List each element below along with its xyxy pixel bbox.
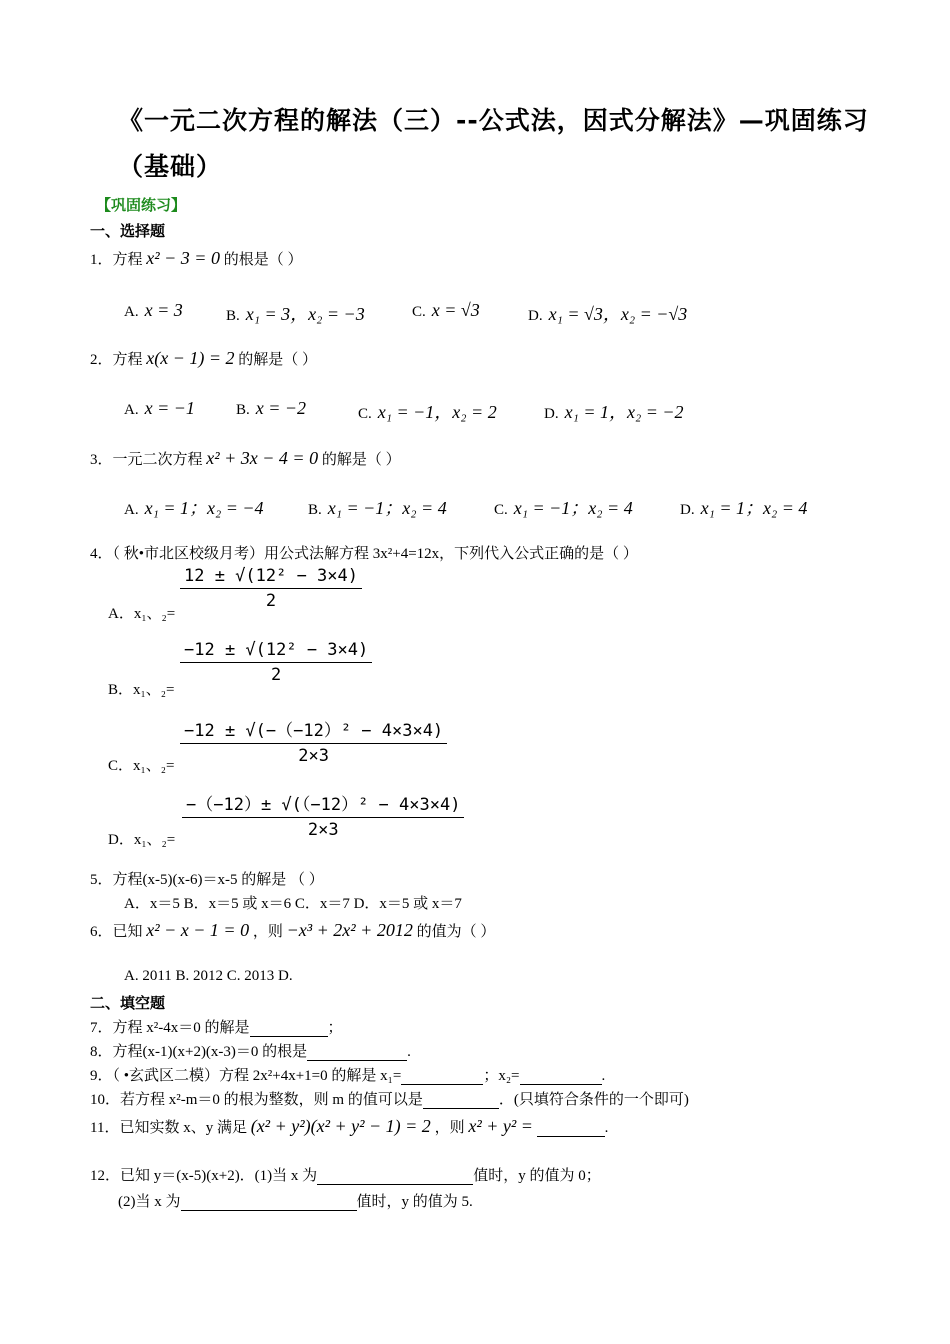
q12-blank-2[interactable]	[181, 1210, 357, 1211]
q1-equation: x² − 3 = 0	[146, 248, 220, 268]
section-fill-blank: 二、填空题	[90, 994, 166, 1012]
q2-option-c: C. x₁ = −1，x₂ = 2	[358, 402, 497, 422]
question-10: 10．若方程 x²-m＝0 的根为整数，则 m 的值可以是 ．(只填符合条件的一个即可)	[90, 1092, 689, 1108]
question-1	[90, 248, 302, 269]
q11-equation-2: x² + y² =	[468, 1116, 533, 1136]
question-7: 7．方程 x²-4x＝0 的解是 ；	[90, 1020, 343, 1036]
q6-options: A. 2011 B. 2012 C. 2013 D.	[124, 968, 293, 984]
q4-option-b-denominator: 2	[270, 665, 282, 685]
q4-option-a-fraction	[180, 566, 362, 611]
q2-suffix: 的解是（ ）	[238, 352, 318, 368]
q11-blank[interactable]	[537, 1136, 605, 1137]
q2-option-b: B. x = −2	[236, 398, 307, 418]
q1-prefix: 1．方程	[90, 252, 143, 268]
q2-prefix: 2．方程	[90, 352, 143, 368]
question-12-line-2: (2)当 x 为 值时，y 的值为 5.	[118, 1194, 473, 1210]
q3-option-d: D. x₁ = 1；x₂ = 4	[680, 498, 808, 518]
q4-option-b-numerator: −12 ± √(12² − 3×4)	[180, 640, 372, 663]
q2-equation: x(x − 1) = 2	[146, 348, 235, 368]
q3-option-c: C. x₁ = −1；x₂ = 4	[494, 498, 633, 518]
q4-option-d-denominator: 2×3	[307, 820, 339, 840]
q4-option-b-fraction	[180, 640, 372, 685]
q3-prefix: 3．一元二次方程	[90, 452, 203, 468]
q1-option-d: D. x₁ = √3，x₂ = −√3	[528, 304, 688, 324]
question-12-line-1: 12．已知 y＝(x-5)(x+2)．(1)当 x 为 值时，y 的值为 0；	[90, 1168, 601, 1184]
q4-option-c-label: C．x₁、₂=	[108, 758, 175, 774]
q2-option-d: D. x₁ = 1，x₂ = −2	[544, 402, 684, 422]
q6-prefix: 6．已知	[90, 924, 143, 940]
question-11: 11．已知实数 x、y 满足 (x² + y²)(x² + y² − 1) = 2 ，则 x² + y² = .	[90, 1116, 609, 1136]
q1-option-b: B. x₁ = 3，x₂ = −3	[226, 304, 365, 324]
q4-option-d-label: D．x₁、₂=	[108, 832, 176, 848]
q6-suffix: 的值为（ ）	[416, 924, 496, 940]
practice-tag: 【巩固练习】	[96, 196, 187, 214]
question-4: 4．（ 秋•市北区校级月考）用公式法解方程 3x²+4=12x，下列代入公式正确的是（ ）	[90, 546, 638, 562]
question-5: 5．方程(x-5)(x-6)＝x-5 的解是 （ ）	[90, 872, 324, 888]
q4-option-c-numerator: −12 ± √(−（−12）² − 4×3×4)	[180, 716, 447, 744]
question-9: 9．（ •玄武区二模）方程 2x²+4x+1=0 的解是 x₁= ；x₂= .	[90, 1068, 606, 1084]
q4-option-c-fraction	[180, 716, 447, 766]
page-title: 《一元二次方程的解法（三）--公式法，因式分解法》—巩固练习（基础）	[118, 106, 869, 181]
q1-option-a: A. x = 3	[124, 300, 183, 320]
q4-option-c-denominator: 2×3	[298, 746, 329, 766]
q6-equation-1: x² − x − 1 = 0	[146, 920, 250, 940]
q12-blank-1[interactable]	[317, 1184, 473, 1185]
q4-option-a-denominator: 2	[265, 591, 277, 611]
question-3	[90, 448, 401, 469]
q3-suffix: 的解是（ ）	[321, 452, 401, 468]
q1-option-c: C. x = √3	[412, 300, 480, 320]
q11-equation: (x² + y²)(x² + y² − 1) = 2	[250, 1116, 431, 1136]
q9-blank-x2[interactable]	[520, 1084, 602, 1085]
q3-equation: x² + 3x − 4 = 0	[206, 448, 319, 468]
q6-equation-2: −x³ + 2x² + 2012	[286, 920, 413, 940]
question-6	[90, 920, 495, 941]
q5-options: A．x＝5 B．x＝5 或 x＝6 C．x＝7 D．x＝5 或 x＝7	[124, 896, 462, 912]
q4-option-a-numerator: 12 ± √(12² − 3×4)	[180, 566, 362, 589]
q1-suffix: 的根是（ ）	[223, 252, 303, 268]
q2-option-a: A. x = −1	[124, 398, 195, 418]
q3-option-b: B. x₁ = −1；x₂ = 4	[308, 498, 447, 518]
q4-option-a-label: A．x₁、₂=	[108, 606, 176, 622]
q8-blank[interactable]	[307, 1060, 407, 1061]
question-8: 8．方程(x-1)(x+2)(x-3)＝0 的根是 .	[90, 1044, 411, 1060]
section-choice: 一、选择题	[90, 222, 166, 240]
q4-option-b-label: B．x₁、₂=	[108, 682, 175, 698]
q9-blank-x1[interactable]	[401, 1084, 483, 1085]
q4-option-d-numerator: −（−12）± √(（−12）² − 4×3×4)	[182, 790, 464, 818]
q10-blank[interactable]	[423, 1108, 499, 1109]
q7-blank[interactable]	[250, 1036, 328, 1037]
q6-mid: ，则	[252, 924, 283, 940]
q3-option-a: A. x₁ = 1；x₂ = −4	[124, 498, 264, 518]
question-2	[90, 348, 317, 369]
q4-option-d-fraction	[182, 790, 464, 840]
